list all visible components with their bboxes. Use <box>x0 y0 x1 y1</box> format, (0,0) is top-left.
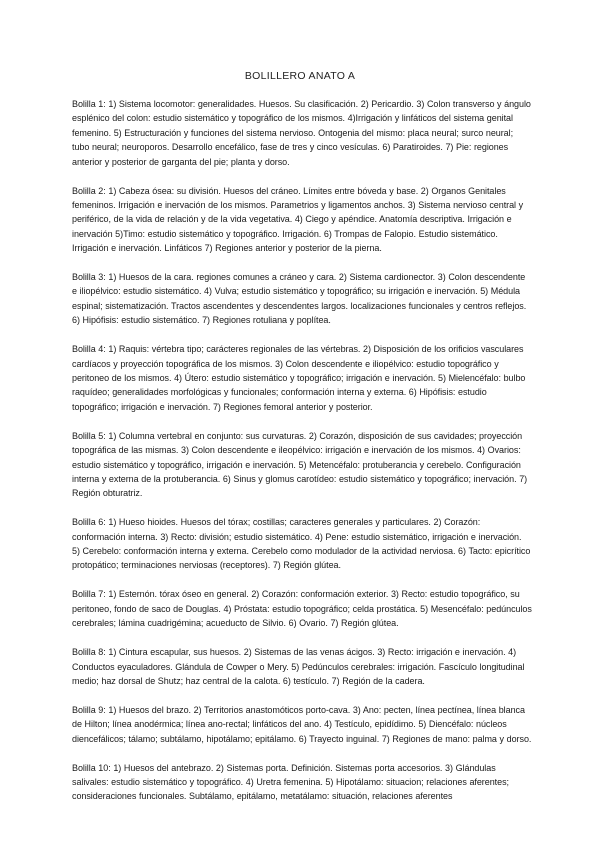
bolilla-8: Bolilla 8: 1) Cintura escapular, sus huesos. 2) Sistemas de las venas ácigos. 3) Recto: irrigación e inervación. 4) Conductos eyaculadores. Glándula de Cowper o Mery. 5) Pedúnculos cerebrales: irrigación. Fascículo longitudinal medio; haz dorsal de Shutz; haz central de la calota. 6) testículo. 7) Región de la cadera. <box>72 647 525 686</box>
bolilla-3: Bolilla 3: 1) Huesos de la cara. regiones comunes a cráneo y cara. 2) Sistema cardionector. 3) Colon descendente e iliopélvico: estudio sistemático. 4) Vulva; estudio sistemático y topográfico; su irrigación e inervación. 5) Médula espinal; sistematización. Tractos ascendentes y descendentes largos. localizaciones funcionales y centros reflejos. 6) Hipófisis: estudio sistemático. 7) Regiones rotuliana y poplítea. <box>72 272 527 326</box>
document-title: BOLILLERO ANATO A <box>244 70 356 82</box>
bolilla-4: Bolilla 4: 1) Raquis: vértebra tipo; carácteres regionales de las vértebras. 2) Disposición de los orificios vasculares cardíacos y proyección topográfica de los mismos. 3) Colon descendente e iliopélvico: estudio topográfico y peritoneo de los mismos. 4) Útero: estudio sistemático y topográfico; irrigación e inervación. 5) Mielencéfalo: bulbo raquídeo; generalidades morfológicas y funcionales; conformación interna y externa. 6) Hipófisis: estudio topográfico; irrigación e inervación. 7) Regiones femoral anterior y posterior. <box>72 344 526 412</box>
bolilla-9: Bolilla 9: 1) Huesos del brazo. 2) Territorios anastomóticos porto-cava. 3) Ano: pecten, línea pectínea, línea blanca de Hilton; línea anodérmica; línea ano-rectal; linfáticos del ano. 4) Testículo, epidídimo. 5) Diencéfalo: núcleos diencefálicos; tálamo; subtálamo, hipotálamo; epitálamo. 6) Trayecto inguinal. 7) Regiones de mano: palma y dorso. <box>72 704 532 744</box>
bolilla-7: Bolilla 7: 1) Esternón. tórax óseo en general. 2) Corazón: conformación exterior. 3) Recto: estudio topográfico, su peritoneo, fondo de saco de Douglas. 4) Próstata: estudio topográfico; celda prostática. 5) Mesencéfalo: pedúnculos cerebrales; lámina cuadrigémina; acueducto de Silvio. 6) Ovario. 7) Región glútea. <box>72 589 532 629</box>
bolilla-6: Bolilla 6: 1) Hueso hioides. Huesos del tórax; costillas; caracteres generales y particulares. 2) Corazón: conformación interna. 3) Recto: división; estudio sistemático. 4) Pene: estudio sistemático, irrigación e inervación. 5) Cerebelo: conformación interna y externa. Cerebelo como modulador de la actividad nerviosa. 6) Tacto: epicrítico protopático; terminaciones nerviosas (receptores). 7) Región glútea. <box>72 517 531 571</box>
bolilla-2: Bolilla 2: 1) Cabeza ósea: su división. Huesos del cráneo. Límites entre bóveda y base. 2) Organos Genitales femeninos. Irrigación e inervación de los mismos. Parametrios y ligamentos anchos. 3) Sistema nervioso central y periférico, de la vida de relación y de la vida vegetativa. 4) Ciego y apéndice. Anatomía descriptiva. Irrigación e inervación 5)Timo: estudio sistemático y topográfico. Irrigación. 6) Trompas de Falopio. Estudio sistemático. Irrigación e inervación. Linfáticos 7) Regiones anterior y posterior de la pierna. <box>72 185 524 254</box>
bolilla-5: Bolilla 5: 1) Columna vertebral en conjunto: sus curvaturas. 2) Corazón, disposición de sus cavidades; proyección topográfica de las mismas. 3) Colon descendente e ileopélvico: irrigación e inervación de los mismos. 4) Ovarios: estudio sistemático y topográfico, irrigación e inervación. 5) Metencéfalo: protuberancia y cerebelo. Configuración interna y externa de la protuberancia. 6) Sinus y glomus carotídeo: estudio sistemático y topográfico; inervación. 7) Región obturatriz. <box>72 430 528 499</box>
bolillas-list <box>72 97 532 804</box>
bolilla-10: Bolilla 10: 1) Huesos del antebrazo. 2) Sistemas porta. Definición. Sistemas porta accesorios. 3) Glándulas salivales: estudio sistemático y topográfico. 4) Uretra femenina. 5) Hipotálamo: situacion; relaciones aferentes; consideraciones funcionales. Subtálamo, epitálamo, metatálamo: situación, relaciones aferentes <box>72 762 509 802</box>
bolilla-1: Bolilla 1: 1) Sistema locomotor: generalidades. Huesos. Su clasificación. 2) Pericardio. 3) Colon transverso y ángulo esplénico del colon: estudio sistemático y topográfico de los mismos. 4)Irrigación y linfáticos del sistema genital femenino. 5) Estructuración y funciones del sistema nervioso. Ontogenia del mismo: placa neural; surco neural; tubo neural; neuroporos. Desarrollo encefálico, fase de tres y cinco vesículas. 6) Paratiroides. 7) Pie: regiones anterior y posterior de garganta del pie; planta y dorso. <box>72 99 531 167</box>
